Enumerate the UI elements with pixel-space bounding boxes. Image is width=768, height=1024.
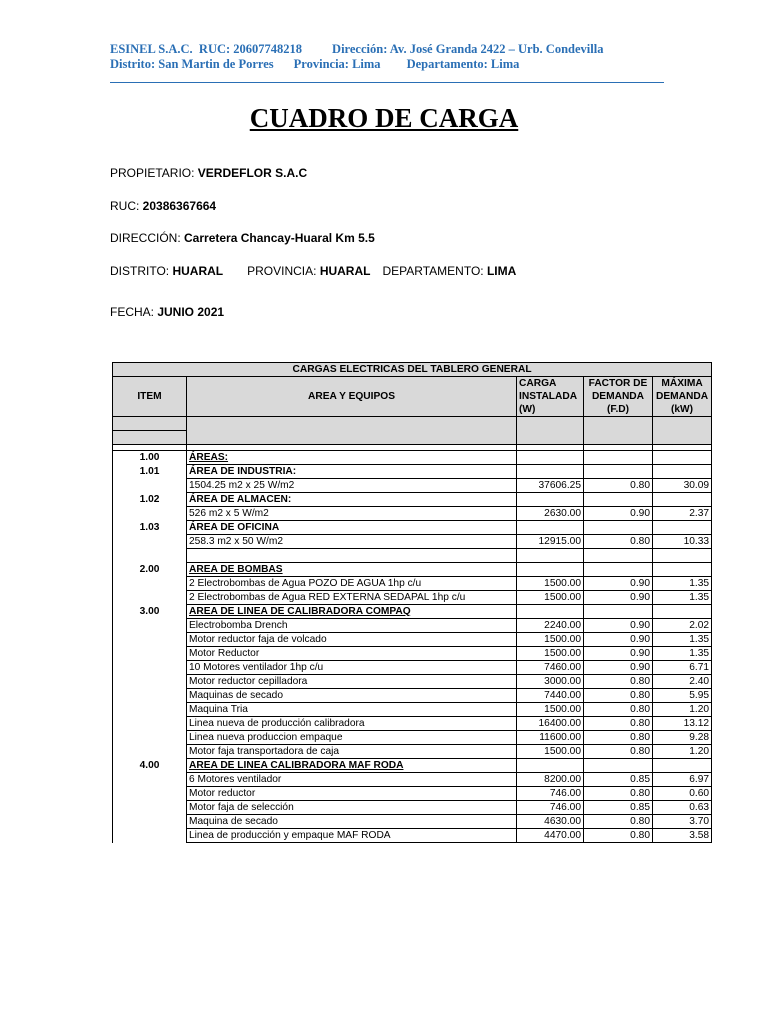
- row-item: [113, 479, 187, 493]
- row-item: [113, 675, 187, 689]
- row-description: Motor reductor faja de volcado: [187, 633, 517, 647]
- row-description: Motor reductor: [187, 787, 517, 801]
- row-item: [113, 745, 187, 759]
- row-factor: [584, 521, 653, 535]
- row-description: Linea nueva de producción calibradora: [187, 717, 517, 731]
- table-row: [113, 451, 712, 465]
- row-maxima: 0.60: [653, 787, 712, 801]
- row-factor: 0.80: [584, 689, 653, 703]
- row-factor: 0.90: [584, 577, 653, 591]
- row-factor: [584, 549, 653, 563]
- row-description: ÁREA DE INDUSTRIA:: [187, 465, 517, 479]
- row-maxima: [653, 521, 712, 535]
- company-district: Distrito: San Martin de Porres: [110, 57, 274, 71]
- header-area: AREA Y EQUIPOS: [187, 377, 517, 417]
- row-factor: 0.80: [584, 787, 653, 801]
- owner-value: VERDEFLOR S.A.C: [197, 166, 308, 180]
- row-description: Linea de producción y empaque MAF RODA: [187, 829, 517, 843]
- row-description: Motor Reductor: [187, 647, 517, 661]
- table-row: [113, 619, 712, 633]
- table-row: [113, 633, 712, 647]
- row-maxima: 2.40: [653, 675, 712, 689]
- row-maxima: 1.35: [653, 647, 712, 661]
- row-description: Electrobomba Drench: [187, 619, 517, 633]
- row-carga: 4630.00: [517, 815, 584, 829]
- row-carga: 2240.00: [517, 619, 584, 633]
- row-factor: [584, 605, 653, 619]
- row-factor: 0.85: [584, 801, 653, 815]
- row-description: Maquinas de secado: [187, 689, 517, 703]
- row-item: [113, 703, 187, 717]
- letterhead-line-1: [110, 42, 603, 57]
- row-description: 258.3 m2 x 50 W/m2: [187, 535, 517, 549]
- spacer-cell: [584, 417, 653, 445]
- date-value: JUNIO 2021: [157, 305, 225, 319]
- row-factor: 0.90: [584, 661, 653, 675]
- row-carga: [517, 451, 584, 465]
- letterhead-line-2: [110, 57, 519, 72]
- table-row: [113, 493, 712, 507]
- ruc-label: RUC:: [110, 199, 143, 213]
- row-item: 1.00: [113, 451, 187, 465]
- row-carga: 11600.00: [517, 731, 584, 745]
- row-maxima: 9.28: [653, 731, 712, 745]
- row-carga: 746.00: [517, 801, 584, 815]
- company-info: ESINEL S.A.C. RUC: 20607748218: [110, 42, 303, 56]
- table-row: [113, 577, 712, 591]
- header-maxima-line-3: (kW): [670, 404, 694, 415]
- row-description: 2 Electrobombas de Agua RED EXTERNA SEDAPAL 1hp c/u: [187, 591, 517, 605]
- row-description: Motor faja de selección: [187, 801, 517, 815]
- row-maxima: 1.35: [653, 591, 712, 605]
- row-factor: 0.80: [584, 717, 653, 731]
- row-carga: 1500.00: [517, 703, 584, 717]
- row-item: [113, 787, 187, 801]
- row-factor: 0.90: [584, 591, 653, 605]
- row-description: 526 m2 x 5 W/m2: [187, 507, 517, 521]
- district-label: DISTRITO:: [110, 264, 173, 278]
- row-maxima: 3.70: [653, 815, 712, 829]
- header-carga-line-2: INSTALADA: [519, 391, 578, 402]
- table-row: [113, 773, 712, 787]
- row-factor: 0.80: [584, 703, 653, 717]
- row-factor: [584, 451, 653, 465]
- row-factor: 0.80: [584, 829, 653, 843]
- row-maxima: 1.35: [653, 577, 712, 591]
- row-carga: 746.00: [517, 787, 584, 801]
- row-description: AREA DE LINEA CALIBRADORA MAF RODA: [187, 759, 517, 773]
- header-factor-line-1: FACTOR DE: [588, 378, 648, 389]
- row-item: 3.00: [113, 605, 187, 619]
- row-maxima: [653, 465, 712, 479]
- address-label: DIRECCIÓN:: [110, 231, 185, 245]
- row-description: 1504.25 m2 x 25 W/m2: [187, 479, 517, 493]
- row-description: Linea nueva produccion empaque: [187, 731, 517, 745]
- address-line: [110, 231, 375, 245]
- row-item: 1.01: [113, 465, 187, 479]
- table-row: [113, 703, 712, 717]
- row-description: 6 Motores ventilador: [187, 773, 517, 787]
- table-caption: CARGAS ELECTRICAS DEL TABLERO GENERAL: [113, 363, 712, 377]
- row-carga: 8200.00: [517, 773, 584, 787]
- date-line: [110, 305, 224, 319]
- row-description: ÁREAS:: [187, 451, 517, 465]
- address-value: Carretera Chancay-Huaral Km 5.5: [184, 231, 375, 245]
- table-row: [113, 647, 712, 661]
- table-row: [113, 661, 712, 675]
- row-item: [113, 773, 187, 787]
- date-label: FECHA:: [110, 305, 158, 319]
- row-item: [113, 619, 187, 633]
- spacer-cell: [653, 417, 712, 445]
- spacer-cell: [113, 431, 187, 445]
- header-maxima-line-1: MÁXIMA: [661, 378, 703, 389]
- row-description: Motor faja transportadora de caja: [187, 745, 517, 759]
- company-province: Provincia: Lima: [293, 57, 381, 71]
- letterhead-divider: [110, 82, 664, 83]
- spacer-cell: [517, 417, 584, 445]
- row-maxima: [653, 563, 712, 577]
- district-value: HUARAL: [172, 264, 224, 278]
- table-row: [113, 507, 712, 521]
- header-maxima: [653, 377, 712, 417]
- row-item: [113, 507, 187, 521]
- row-item: [113, 549, 187, 563]
- row-carga: [517, 549, 584, 563]
- row-factor: [584, 759, 653, 773]
- header-spacer-row: [113, 417, 712, 431]
- row-carga: 1500.00: [517, 633, 584, 647]
- row-item: [113, 717, 187, 731]
- row-factor: [584, 465, 653, 479]
- row-maxima: [653, 451, 712, 465]
- row-description: [187, 549, 517, 563]
- row-item: [113, 829, 187, 843]
- row-factor: 0.90: [584, 619, 653, 633]
- header-carga-line-3: (W): [519, 404, 536, 415]
- header-factor-line-2: DEMANDA: [591, 391, 645, 402]
- row-carga: 12915.00: [517, 535, 584, 549]
- row-maxima: 5.95: [653, 689, 712, 703]
- header-factor: [584, 377, 653, 417]
- row-maxima: 2.37: [653, 507, 712, 521]
- spacer-cell: [187, 417, 517, 445]
- row-item: 1.03: [113, 521, 187, 535]
- row-maxima: 3.58: [653, 829, 712, 843]
- row-maxima: 1.35: [653, 633, 712, 647]
- header-carga: [517, 377, 584, 417]
- row-carga: 7440.00: [517, 689, 584, 703]
- table-row: [113, 731, 712, 745]
- row-factor: 0.80: [584, 745, 653, 759]
- row-factor: 0.80: [584, 731, 653, 745]
- table-row: [113, 675, 712, 689]
- province-label: PROVINCIA:: [247, 264, 320, 278]
- table-row: [113, 759, 712, 773]
- row-description: ÁREA DE OFICINA: [187, 521, 517, 535]
- table-header-row: [113, 377, 712, 417]
- row-description: Maquina Tria: [187, 703, 517, 717]
- row-factor: [584, 493, 653, 507]
- row-maxima: [653, 549, 712, 563]
- table-row: [113, 465, 712, 479]
- table-row: [113, 479, 712, 493]
- row-description: AREA DE BOMBAS: [187, 563, 517, 577]
- department-label: DEPARTAMENTO:: [382, 264, 487, 278]
- table-row: [113, 549, 712, 563]
- table-row: [113, 591, 712, 605]
- row-item: 1.02: [113, 493, 187, 507]
- owner-label: PROPIETARIO:: [110, 166, 198, 180]
- row-item: [113, 689, 187, 703]
- table-row: [113, 563, 712, 577]
- row-carga: 7460.00: [517, 661, 584, 675]
- row-factor: 0.80: [584, 675, 653, 689]
- table-row: [113, 689, 712, 703]
- table-row: [113, 801, 712, 815]
- row-description: Motor reductor cepilladora: [187, 675, 517, 689]
- table-row: [113, 829, 712, 843]
- row-item: [113, 661, 187, 675]
- row-factor: 0.90: [584, 633, 653, 647]
- owner-line: [110, 166, 307, 180]
- row-item: [113, 801, 187, 815]
- row-carga: [517, 563, 584, 577]
- document-title: CUADRO DE CARGA: [249, 103, 519, 133]
- table-row: [113, 745, 712, 759]
- row-factor: 0.80: [584, 479, 653, 493]
- header-factor-line-3: (F.D): [606, 404, 630, 415]
- row-maxima: 30.09: [653, 479, 712, 493]
- spacer-cell: [113, 417, 187, 431]
- row-item: [113, 633, 187, 647]
- row-factor: 0.80: [584, 535, 653, 549]
- row-factor: [584, 563, 653, 577]
- table-row: [113, 521, 712, 535]
- row-carga: [517, 465, 584, 479]
- row-carga: 4470.00: [517, 829, 584, 843]
- row-maxima: 6.97: [653, 773, 712, 787]
- row-carga: 16400.00: [517, 717, 584, 731]
- row-carga: [517, 493, 584, 507]
- row-maxima: 13.12: [653, 717, 712, 731]
- row-maxima: 6.71: [653, 661, 712, 675]
- row-maxima: 2.02: [653, 619, 712, 633]
- row-carga: 1500.00: [517, 647, 584, 661]
- row-item: [113, 815, 187, 829]
- row-description: ÁREA DE ALMACEN:: [187, 493, 517, 507]
- row-description: AREA DE LINEA DE CALIBRADORA COMPAQ: [187, 605, 517, 619]
- row-maxima: 10.33: [653, 535, 712, 549]
- row-item: [113, 731, 187, 745]
- row-item: 4.00: [113, 759, 187, 773]
- row-factor: 0.90: [584, 647, 653, 661]
- header-item: ITEM: [113, 377, 187, 417]
- row-carga: 1500.00: [517, 745, 584, 759]
- province-value: HUARAL: [319, 264, 371, 278]
- row-description: Maquina de secado: [187, 815, 517, 829]
- load-table: [112, 362, 712, 843]
- company-address: Dirección: Av. José Granda 2422 – Urb. Condevilla: [332, 42, 604, 56]
- ruc-value: 20386367664: [142, 199, 217, 213]
- row-item: [113, 577, 187, 591]
- row-maxima: [653, 493, 712, 507]
- row-maxima: [653, 605, 712, 619]
- table-caption-row: [113, 363, 712, 377]
- row-description: 10 Motores ventilador 1hp c/u: [187, 661, 517, 675]
- row-description: 2 Electrobombas de Agua POZO DE AGUA 1hp c/u: [187, 577, 517, 591]
- table-row: [113, 815, 712, 829]
- row-carga: 37606.25: [517, 479, 584, 493]
- ruc-line: [110, 199, 216, 213]
- table-row: [113, 787, 712, 801]
- row-item: [113, 647, 187, 661]
- row-carga: [517, 759, 584, 773]
- row-maxima: [653, 759, 712, 773]
- row-maxima: 1.20: [653, 745, 712, 759]
- table-row: [113, 535, 712, 549]
- company-department: Departamento: Lima: [406, 57, 520, 71]
- row-maxima: 0.63: [653, 801, 712, 815]
- row-carga: 2630.00: [517, 507, 584, 521]
- department-value: LIMA: [486, 264, 517, 278]
- row-carga: [517, 521, 584, 535]
- row-factor: 0.90: [584, 507, 653, 521]
- row-factor: 0.85: [584, 773, 653, 787]
- row-carga: [517, 605, 584, 619]
- row-carga: 3000.00: [517, 675, 584, 689]
- table-row: [113, 717, 712, 731]
- row-factor: 0.80: [584, 815, 653, 829]
- row-carga: 1500.00: [517, 577, 584, 591]
- header-maxima-line-2: DEMANDA: [655, 391, 709, 402]
- row-item: [113, 535, 187, 549]
- location-line: [110, 264, 516, 278]
- header-carga-line-1: CARGA: [519, 378, 557, 389]
- row-carga: 1500.00: [517, 591, 584, 605]
- row-item: [113, 591, 187, 605]
- row-item: 2.00: [113, 563, 187, 577]
- table-row: [113, 605, 712, 619]
- row-maxima: 1.20: [653, 703, 712, 717]
